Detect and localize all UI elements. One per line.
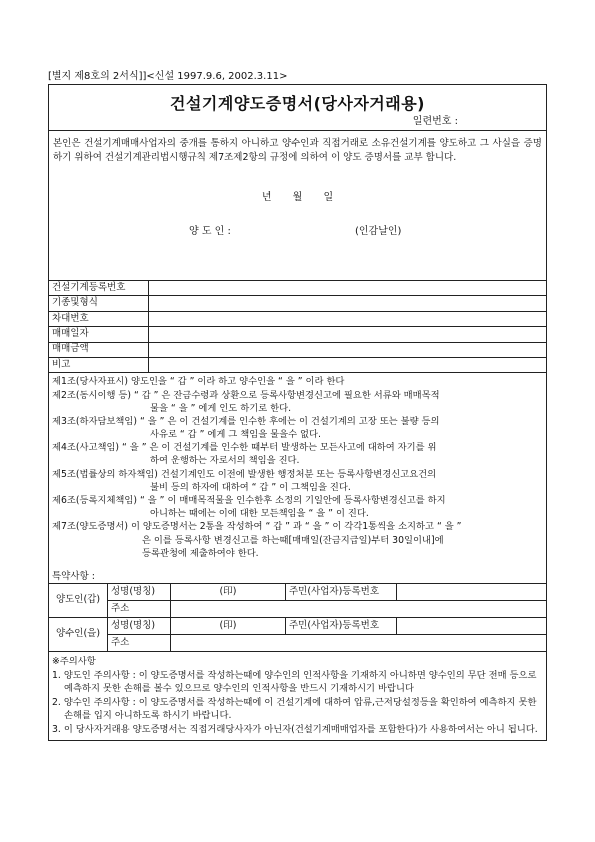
address-label: 주소 xyxy=(108,635,171,652)
transfer-certificate-form xyxy=(48,84,547,741)
article-7-continued-2: 등록관청에 제출하여야 한다. xyxy=(142,547,259,559)
info-label: 차대번호 xyxy=(49,311,149,326)
transferee-id-field[interactable] xyxy=(397,618,547,635)
transferor-name-row xyxy=(49,584,546,601)
info-label: 매매일자 xyxy=(49,327,149,342)
transferor-signature-label: 양 도 인 : xyxy=(189,226,231,237)
precautions-heading: ※주의사항 xyxy=(52,656,96,668)
article-4-continued: 하여 운행하는 자로서의 책임을 진다. xyxy=(150,455,300,467)
parties-table xyxy=(49,584,546,652)
declaration-section xyxy=(49,131,546,281)
transferee-name-row xyxy=(49,618,546,635)
info-value[interactable] xyxy=(149,327,547,342)
transferee-address-field[interactable] xyxy=(171,635,547,652)
info-label: 건설기계등록번호 xyxy=(49,281,149,296)
article-6: 제6조(등록지체책임) “ 을 ” 이 매매목적물을 인수한후 소정의 기일안에 등록사항변경신고를 하지 xyxy=(52,495,446,507)
info-label: 비고 xyxy=(49,357,149,372)
info-row xyxy=(49,357,546,372)
article-3-continued: 사유로 “ 갑 ” 에게 그 책임을 물을수 없다. xyxy=(150,429,321,441)
info-row xyxy=(49,311,546,326)
article-5-continued: 불비 등의 하자에 대하여 “ 갑 ” 이 그책임을 진다. xyxy=(150,481,351,493)
id-number-label: 주민(사업자)등록번호 xyxy=(286,618,397,635)
seal-mark: (印) xyxy=(171,618,286,635)
article-6-continued: 아니하는 때에는 이에 대한 모든책임을 “ 을 ” 이 진다. xyxy=(150,508,369,520)
info-label: 기종및형식 xyxy=(49,296,149,311)
article-5: 제5조(법률상의 하자책임) 건설기계인도 이전에 발생한 행정처분 또는 등록사항변경신고요건의 xyxy=(52,468,437,480)
info-value[interactable] xyxy=(149,281,547,296)
form-reference-note: [별지 제8호의 2서식]]<신설 1997.9.6, 2002.3.11> xyxy=(48,71,288,82)
seal-mark: (印) xyxy=(171,584,286,601)
article-1: 제1조(당사자표시) 양도인을 “ 갑 ” 이라 하고 양수인을 “ 을 ” 이라 한다 xyxy=(52,376,345,388)
info-row xyxy=(49,327,546,342)
article-4: 제4조(사고책임) “ 을 ” 은 이 건설기계를 인수한 때부터 발생하는 모든사고에 대하여 자기를 위 xyxy=(52,442,437,454)
id-number-label: 주민(사업자)등록번호 xyxy=(286,584,397,601)
special-terms-label: 특약사항 : xyxy=(52,570,95,582)
info-label: 매매금액 xyxy=(49,342,149,357)
article-7-continued: 은 이를 등록사항 변경신고를 하는때[매매일(잔금지급일)부터 30일이내]에 xyxy=(142,534,444,546)
transferor-id-field[interactable] xyxy=(397,584,547,601)
page-title: 건설기계양도증명서(당사자거래용) xyxy=(170,94,425,113)
date-line: 년 월 일 xyxy=(261,192,334,203)
name-label: 성명(명칭) xyxy=(108,618,171,635)
precaution-3: 3. 이 당사자거래용 양도증명서는 직접거래당사자가 아닌자(건설기계매매업자를 포함한다)가 사용하여서는 아니 됩니다. xyxy=(52,723,538,735)
seal-label: (인감날인) xyxy=(355,226,402,237)
transferee-address-row xyxy=(49,635,546,652)
article-2-continued: 물을 “ 을 ” 에게 인도 하기로 한다. xyxy=(150,402,292,414)
precautions-section xyxy=(49,652,546,740)
precaution-1: 1. 양도인 주의사항 : 이 양도증명서를 작성하는때에 양수인의 인적사항을 기재하지 아니하면 양수인의 무단 전매 등으로 예측하지 못한 손해를 볼수 있으므로 양수인의 인적사항을 반드시 기재하시기 바랍니다 xyxy=(52,669,537,695)
info-value[interactable] xyxy=(149,342,547,357)
precaution-2: 2. 양수인 주의사항 : 이 양도증명서를 작성하는때에 이 건설기계에 대하여 압류,근저당설정등을 확인하여 예측하지 못한 손해를 입지 아니하도록 하시기 바랍니다. xyxy=(52,696,537,722)
title-block xyxy=(49,85,546,131)
info-row xyxy=(49,342,546,357)
info-value[interactable] xyxy=(149,296,547,311)
declaration-text: 본인은 건설기계매매사업자의 중개를 통하지 아니하고 양수인과 직접거래로 소유건설기계를 양도하고 그 사실을 증명하기 위하여 건설기계관리법시행규칙 제7조제2항의 규정에 의하여 이 양도 증명서를 교부 합니다. xyxy=(53,138,542,164)
serial-number-label: 일련번호 : xyxy=(412,116,458,127)
transferee-role: 양수인(을) xyxy=(49,618,108,652)
article-3: 제3조(하자담보책임) “ 을 ” 은 이 건설기계를 인수한 후에는 이 건설기계의 고장 또는 불량 등의 xyxy=(52,415,440,427)
info-value[interactable] xyxy=(149,357,547,372)
transferor-address-row xyxy=(49,601,546,618)
info-value[interactable] xyxy=(149,311,547,326)
address-label: 주소 xyxy=(108,601,171,618)
article-2: 제2조(동시이행 등) “ 갑 ” 은 잔금수령과 상환으로 등록사항변경신고에 필요한 서류와 매매목적 xyxy=(52,389,440,401)
transferor-address-field[interactable] xyxy=(171,601,547,618)
transferor-role: 양도인(갑) xyxy=(49,584,108,618)
contract-articles xyxy=(49,373,546,584)
info-row xyxy=(49,296,546,311)
info-row xyxy=(49,281,546,296)
article-7: 제7조(양도증명서) 이 양도증명서는 2통을 작성하여 “ 갑 ” 과 “ 을 ” 이 각각1통씩을 소지하고 “ 을 ” xyxy=(52,521,462,533)
name-label: 성명(명칭) xyxy=(108,584,171,601)
machine-info-table xyxy=(49,281,546,373)
